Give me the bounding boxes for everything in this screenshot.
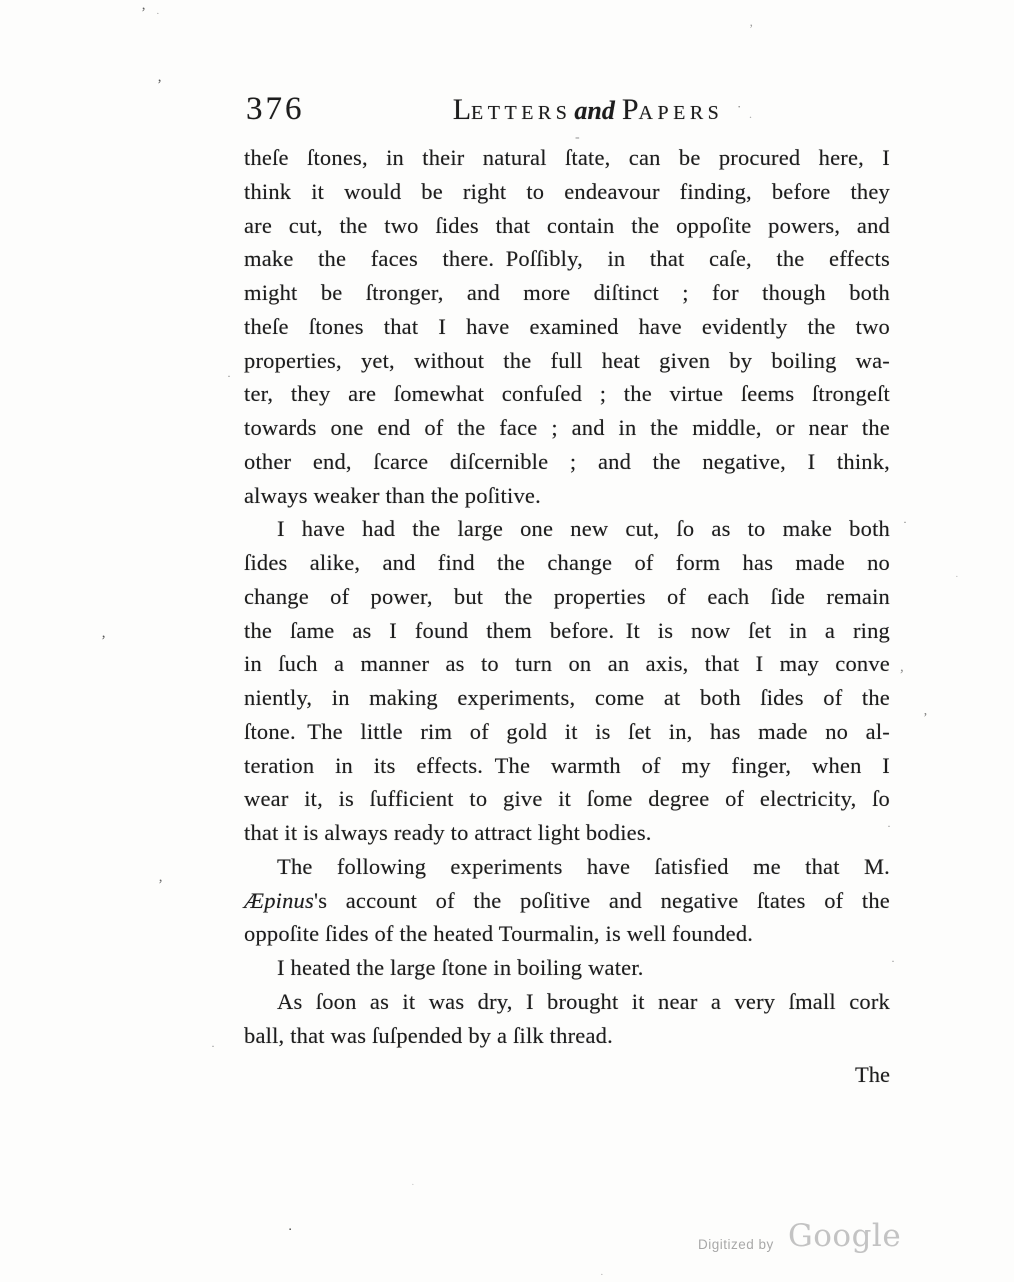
text-segment: The following experiments have ſatisfied me that M. [277, 853, 890, 879]
text-segment: ſtone. The little rim of gold it is ſet in, has made no al- [244, 718, 890, 744]
text-line [244, 816, 890, 850]
text-line [244, 546, 890, 580]
scan-speck: - [575, 130, 580, 145]
text-line [244, 1019, 890, 1053]
text-segment: properties, yet, without the full heat given by boiling wa- [244, 347, 890, 373]
text-segment: towards one end of the face ; and in the middle, or near the [244, 415, 890, 440]
text-line [244, 242, 890, 276]
text-line [244, 580, 890, 614]
text-segment: I heated the large ſtone in boiling water. [277, 955, 644, 980]
text-line [244, 276, 890, 310]
scan-speck: . [749, 107, 752, 121]
watermark-text: Digitized by [698, 1237, 774, 1252]
title-part: P [621, 93, 639, 126]
text-segment: other end, ſcarce diſcernible ; and the negative, I think, [244, 448, 890, 474]
text-segment: wear it, is ſufficient to give it ſome degree of electricity, ſo [244, 786, 890, 812]
text-line [244, 917, 890, 951]
text-line [244, 411, 890, 445]
scan-speck: · [600, 1269, 604, 1281]
text-segment: 's account of the poſitive and negative ſtates of the [313, 887, 890, 913]
title-part: L [452, 93, 472, 126]
text-line [244, 681, 890, 715]
text-segment: theſe ſtones that I have examined have evidently the two [244, 313, 890, 339]
text-line [244, 951, 890, 985]
scan-speck: · [887, 819, 891, 833]
text-line [244, 749, 890, 783]
text-segment: might be ſtronger, and more diſtinct ; for though both [244, 280, 890, 305]
scan-speck: ’ [141, 5, 146, 21]
text-segment: the ſame as I found them before. It is now ſet in a ring [244, 617, 890, 643]
text-line [244, 512, 890, 546]
text-segment: ſides alike, and find the change of form has made no [244, 550, 890, 575]
scan-speck: , [900, 659, 904, 675]
scan-speck: ▪ [289, 1227, 292, 1233]
scan-speck: · [955, 571, 959, 583]
text-line [244, 614, 890, 648]
text-segment: make the faces there. Poſſibly, in that caſe, the effects [244, 246, 890, 272]
scan-speck: ’ [101, 633, 106, 649]
text-line [244, 985, 890, 1019]
text-segment: always weaker than the poſitive. [244, 482, 541, 508]
text-line [244, 377, 890, 411]
title-part: APERS [638, 102, 724, 124]
text-line [244, 782, 890, 816]
scan-speck: ’ [158, 877, 163, 893]
text-segment: in ſuch a manner as to turn on an axis, that I may conve [244, 651, 890, 677]
text-segment: I have had the large one new cut, ſo as to make both [277, 516, 890, 542]
body-text [244, 141, 890, 1052]
scan-speck: ’ [157, 77, 162, 93]
text-segment: are cut, the two ſides that contain the oppoſite powers, and [244, 212, 890, 238]
scan-speck: · [891, 954, 895, 968]
google-logo: Google [788, 1218, 902, 1254]
text-line [244, 884, 890, 918]
page-number: 376 [246, 91, 305, 127]
text-line [244, 445, 890, 479]
catchword: The [855, 1062, 890, 1087]
scan-speck: · [211, 1039, 215, 1053]
text-segment: oppoſite ſides of the heated Tourmalin, is well founded. [244, 921, 754, 947]
scan-speck: · [227, 369, 231, 383]
text-line [244, 141, 890, 175]
italic-text-segment: Æpinus [244, 887, 314, 913]
text-line [244, 850, 890, 884]
watermark [698, 1220, 928, 1262]
text-line [244, 647, 890, 681]
text-line [244, 209, 890, 243]
scan-speck: · [411, 1179, 415, 1191]
title-part: ETTERS [471, 102, 572, 124]
text-line [244, 344, 890, 378]
text-segment: think it would be right to endeavour finding, before they [244, 178, 890, 204]
scan-speck: ’ [923, 711, 928, 726]
title-part: and [574, 96, 615, 125]
scan-speck: · [903, 515, 907, 529]
text-segment: teration in its effects. The warmth of my finger, when I [244, 752, 890, 778]
text-segment: niently, in making experiments, come at both ſides of the [244, 685, 890, 710]
text-segment: As ſoon as it was dry, I brought it near a very ſmall cork [277, 988, 890, 1014]
running-header-title [453, 92, 724, 133]
scan-speck: · [156, 8, 160, 20]
text-segment: ter, they are ſomewhat confuſed ; the virtue ſeems ſtrongeſt [244, 381, 890, 407]
scan-speck: · [737, 99, 742, 114]
text-segment: that it is always ready to attract light bodies. [244, 820, 652, 845]
text-line [244, 715, 890, 749]
text-line [244, 310, 890, 344]
text-line [244, 175, 890, 209]
text-segment: ball, that was ſuſpended by a ſilk thread. [244, 1022, 613, 1048]
text-segment: change of power, but the properties of each ſide remain [244, 583, 890, 609]
text-segment: theſe ſtones, in their natural ſtate, can be procured here, I [244, 145, 890, 170]
text-line [244, 479, 890, 513]
scan-speck: ’ [749, 21, 754, 36]
